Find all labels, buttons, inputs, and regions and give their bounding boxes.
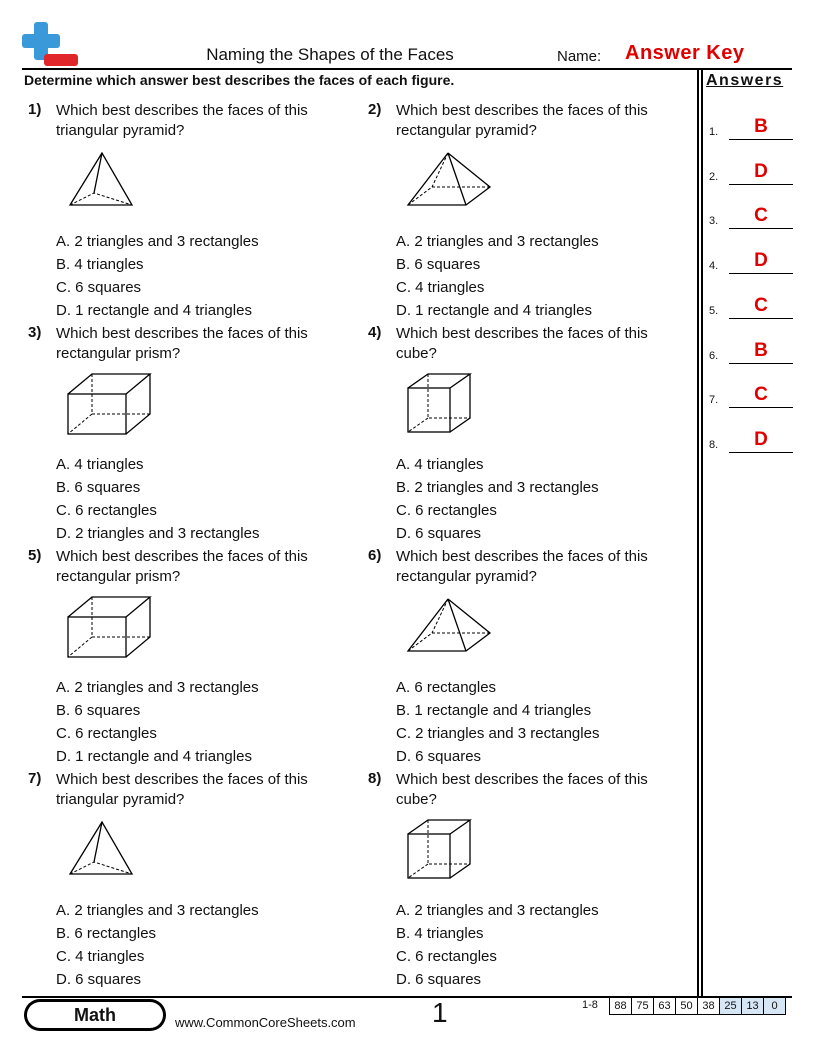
- rectangular-pyramid-figure: [406, 149, 496, 216]
- answer-choice: B. 6 squares: [56, 479, 141, 496]
- score-cell: 88: [614, 1000, 627, 1012]
- answer-choice: B. 1 rectangle and 4 triangles: [396, 702, 592, 719]
- question-number: 7): [28, 770, 42, 787]
- answer-number: 2.: [709, 170, 719, 183]
- question-number: 8): [368, 770, 382, 787]
- answer-key-label: Answer Key: [625, 42, 745, 64]
- answer-column-divider: [697, 68, 699, 996]
- answer-number: 1.: [709, 126, 719, 138]
- answer-choice: A. 2 triangles and 3 rectangles: [56, 679, 259, 696]
- cube-figure: [406, 818, 476, 887]
- answer-letter: B: [754, 339, 768, 361]
- answer-row: [709, 244, 793, 274]
- site-url: www.CommonCoreSheets.com: [175, 1015, 356, 1030]
- answer-choice: B. 6 squares: [56, 702, 141, 719]
- question-text: Which best describes the faces of this rectangular prism?: [56, 325, 308, 362]
- question-number: 4): [368, 324, 382, 341]
- answer-choice: D. 6 squares: [396, 971, 482, 988]
- answer-choice: A. 2 triangles and 3 rectangles: [56, 902, 259, 919]
- answer-choice: D. 6 squares: [396, 748, 482, 765]
- answer-choice: D. 2 triangles and 3 rectangles: [56, 525, 260, 542]
- question-text: Which best describes the faces of this cube?: [396, 325, 648, 362]
- answer-blank: [729, 363, 793, 364]
- answer-choice: D. 6 squares: [56, 971, 142, 988]
- question-text: Which best describes the faces of this triangular pyramid?: [56, 102, 308, 139]
- answer-blank: [729, 184, 793, 185]
- score-range-label: 1-8: [582, 999, 598, 1011]
- subject-label: Math: [27, 1002, 163, 1028]
- answer-choice: C. 6 squares: [56, 279, 142, 296]
- answer-choice: C. 6 rectangles: [396, 502, 497, 519]
- triangular-pyramid-figure: [66, 818, 136, 885]
- answer-choice: B. 4 triangles: [56, 256, 144, 273]
- answer-choice: B. 2 triangles and 3 rectangles: [396, 479, 599, 496]
- answer-number: 7.: [709, 394, 719, 407]
- score-cell: 25: [719, 998, 741, 1014]
- worksheet-title: Naming the Shapes of the Faces: [206, 45, 454, 64]
- answer-choice: C. 2 triangles and 3 rectangles: [396, 725, 600, 742]
- answer-choice: A. 2 triangles and 3 rectangles: [396, 902, 599, 919]
- answer-column-divider: [701, 68, 703, 996]
- question-text: Which best describes the faces of this rectangular pyramid?: [396, 102, 648, 139]
- rectangular-prism-figure: [66, 372, 156, 443]
- score-cell: 75: [631, 998, 653, 1014]
- answers-heading: Answers: [706, 72, 784, 89]
- answer-letter: D: [754, 428, 768, 450]
- answer-blank: [729, 407, 793, 408]
- answer-letter: D: [754, 160, 768, 182]
- score-cell: 13: [741, 998, 763, 1014]
- answer-number: 5.: [709, 304, 719, 317]
- answer-blank: [729, 452, 793, 453]
- answer-letter: D: [754, 250, 768, 272]
- answer-choice: A. 2 triangles and 3 rectangles: [396, 233, 599, 250]
- question-text: Which best describes the faces of this cube?: [396, 771, 648, 808]
- question-5: [28, 547, 328, 767]
- answer-choice: B. 6 squares: [396, 256, 481, 273]
- cube-figure: [406, 372, 476, 441]
- question-8: [368, 770, 668, 990]
- score-cell: 0: [763, 998, 785, 1014]
- answer-blank: [729, 228, 793, 229]
- answer-choice: A. 4 triangles: [56, 456, 144, 473]
- answer-choice: D. 1 rectangle and 4 triangles: [56, 748, 252, 765]
- answer-blank: [729, 139, 793, 140]
- question-6: [368, 547, 668, 767]
- answer-letter: C: [754, 294, 768, 316]
- question-4: [368, 324, 668, 544]
- answer-letter: C: [754, 205, 768, 227]
- answer-letter: C: [754, 384, 768, 406]
- question-7: [28, 770, 328, 990]
- rectangular-prism-figure: [66, 595, 156, 666]
- answer-blank: [729, 273, 793, 274]
- answer-row: [709, 155, 793, 185]
- answer-choice: D. 1 rectangle and 4 triangles: [56, 302, 252, 319]
- answer-number: 3.: [709, 215, 719, 228]
- question-number: 5): [28, 547, 42, 564]
- page-number: 1: [432, 997, 448, 1028]
- rectangular-pyramid-figure: [406, 595, 496, 662]
- answer-choice: D. 6 squares: [396, 525, 482, 542]
- instructions: Determine which answer best describes the faces of each figure.: [24, 72, 455, 88]
- answer-choice: C. 6 rectangles: [56, 725, 157, 742]
- answer-choice: C. 6 rectangles: [56, 502, 157, 519]
- answer-choice: A. 2 triangles and 3 rectangles: [56, 233, 259, 250]
- answer-number: 6.: [709, 349, 719, 362]
- answer-choice: D. 1 rectangle and 4 triangles: [396, 302, 592, 319]
- header-rule: [22, 68, 792, 70]
- question-number: 6): [368, 547, 382, 564]
- question-number: 3): [28, 324, 42, 341]
- answer-row: [709, 289, 793, 319]
- answer-choice: C. 4 triangles: [396, 279, 485, 296]
- question-1: [28, 101, 328, 321]
- answer-choice: C. 6 rectangles: [396, 948, 497, 965]
- score-cell: 63: [653, 998, 675, 1014]
- answer-row: [709, 378, 793, 408]
- answer-row: [709, 334, 793, 364]
- question-2: [368, 101, 668, 321]
- answer-choice: A. 6 rectangles: [396, 679, 497, 696]
- score-cell: 38: [697, 998, 719, 1014]
- question-number: 1): [28, 101, 42, 118]
- question-text: Which best describes the faces of this rectangular pyramid?: [396, 548, 648, 585]
- answer-row: [709, 199, 793, 229]
- answer-choice: A. 4 triangles: [396, 456, 484, 473]
- answer-blank: [729, 318, 793, 319]
- answer-number: 4.: [709, 260, 719, 273]
- answer-row: [709, 110, 793, 140]
- question-number: 2): [368, 101, 382, 118]
- answer-letter: B: [754, 116, 768, 137]
- triangular-pyramid-figure: [66, 149, 136, 216]
- name-label: Name:: [557, 48, 602, 65]
- score-cell: 50: [675, 998, 697, 1014]
- answer-choice: C. 4 triangles: [56, 948, 145, 965]
- answer-choice: B. 4 triangles: [396, 925, 484, 942]
- question-text: Which best describes the faces of this triangular pyramid?: [56, 771, 308, 808]
- score-table: [609, 997, 786, 1015]
- answer-choice: B. 6 rectangles: [56, 925, 157, 942]
- question-3: [28, 324, 328, 544]
- answer-row: [709, 423, 793, 453]
- question-text: Which best describes the faces of this rectangular prism?: [56, 548, 308, 585]
- answer-number: 8.: [709, 438, 719, 451]
